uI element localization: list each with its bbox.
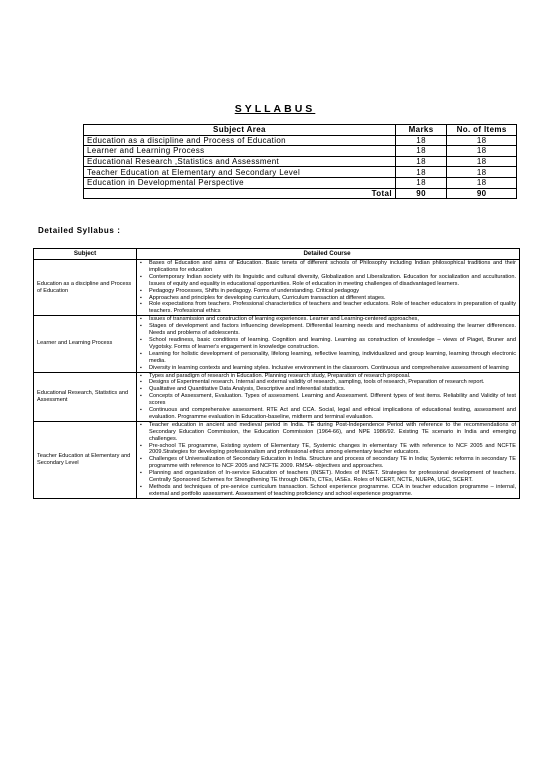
course-topic (138, 295, 516, 302)
summary-cell-items: 18 (447, 135, 517, 146)
summary-total-marks: 90 (395, 188, 446, 199)
summary-row (84, 135, 517, 146)
course-topic (138, 443, 516, 457)
detail-subject: Educational Research, Statistics and Assessment (34, 372, 137, 421)
course-topic-text: Planning and organization of In-service Education of teachers (INSET). Modes of INSET. Strategies for professional development of teachers. Centrally Sponsored Schemes for Strengthening TE through DIETs, CTEs, IASEs. Roles of NCERT, NCTE, NUEPA, UGC, SCERT. (149, 470, 516, 484)
square-bullet-icon: ▪ (140, 421, 142, 428)
course-topic-text: Pedagogy Processes, Shifts in pedagogy. Forms of understanding. Critical pedagogy (149, 287, 360, 294)
summary-header-items: No. of Items (447, 125, 517, 136)
course-topic (138, 456, 516, 470)
square-bullet-icon: ▪ (140, 350, 142, 357)
course-topic (138, 470, 516, 484)
summary-cell-items: 18 (447, 167, 517, 178)
course-topic (138, 301, 516, 315)
summary-cell-marks: 18 (395, 146, 446, 157)
summary-cell-subject: Educational Research ,Statistics and Assessment (84, 156, 396, 167)
summary-cell-subject: Education as a discipline and Process of Education (84, 135, 396, 146)
course-topic-text: School readiness, basic conditions of learning. Cognition and learning. Learning as construction of knowledge – views of Piaget, Bruner and Vygotsky. Forms of learner's engagement in knowledge construction. (149, 336, 516, 350)
page-title: SYLLABUS (234, 103, 316, 115)
square-bullet-icon: ▪ (140, 323, 142, 330)
summary-row (84, 146, 517, 157)
square-bullet-icon: ▪ (140, 364, 142, 371)
detailed-syllabus-table (33, 248, 520, 499)
course-topic-text: Concepts of Assessment, Evaluation. Types of assessment. Learning and Assessment. Different types of test items. Reliability and Validity of test scores (149, 393, 516, 407)
course-topic (138, 288, 516, 295)
summary-cell-subject: Teacher Education at Elementary and Secondary Level (84, 167, 396, 178)
detail-header-subject: Subject (34, 249, 137, 260)
course-topic-text: Approaches and principles for developing curriculum, Curriculum transaction at different stages. (149, 294, 386, 301)
detail-section-row (34, 260, 520, 316)
detail-heading: Detailed Syllabus : (38, 226, 121, 235)
square-bullet-icon: ▪ (140, 442, 142, 449)
square-bullet-icon: ▪ (140, 260, 142, 266)
summary-total-label: Total (84, 188, 396, 199)
summary-cell-subject: Learner and Learning Process (84, 146, 396, 157)
course-topic-text: Diversity in learning contexts and learning styles. Inclusive environment in the classroom. Continuous and comprehensive assessment of learning (149, 364, 509, 371)
course-topic-text: Qualitative and Quantitative Data Analysis, Descriptive and inferential statistics. (149, 386, 346, 393)
detail-subject: Teacher Education at Elementary and Secondary Level (34, 421, 137, 498)
detail-section-row (34, 316, 520, 372)
square-bullet-icon: ▪ (140, 393, 142, 400)
course-topic (138, 351, 516, 365)
square-bullet-icon: ▪ (140, 407, 142, 414)
course-topic-text: Types and paradigm of research in Education. Planning research study, Preparation of research proposal. (149, 372, 411, 379)
course-topic (138, 386, 516, 393)
course-topic (138, 274, 516, 288)
course-topic-text: Challenges of Universalization of Secondary Education in India. Structure and process of secondary TE in India; Systemic reforms in secondary TE programme with reference to NCF 2005 and NCFTE 2009. RMSA- objectives and approaches. (149, 456, 516, 470)
course-topic (138, 393, 516, 407)
detail-header-row (34, 249, 520, 260)
summary-row (84, 177, 517, 188)
course-topic-text: Designs of Experimental research. Internal and external validity of research, sampling, tools of research, Preparation of research report. (149, 379, 485, 386)
detail-body (34, 260, 520, 499)
course-topic-text: Contemporary Indian society with its linguistic and cultural diversity, Globalization and Liberalization. Education for socialization and acculturation. Issues of equity and equality in educational opportunities. Role of education in meeting challenges of disadvantaged learners. (149, 273, 516, 287)
course-topic (138, 373, 516, 380)
summary-total-items: 90 (447, 188, 517, 199)
summary-cell-marks: 18 (395, 177, 446, 188)
detail-course (137, 260, 520, 316)
course-topic-text: Role expectations from teachers. Professional characteristics of teachers and teacher educators. Role of teacher educators in preparation of quality teachers. Professional ethics (149, 301, 516, 315)
course-topic-list (138, 373, 516, 421)
square-bullet-icon: ▪ (140, 294, 142, 301)
course-topic (138, 484, 516, 498)
course-topic-list (138, 316, 516, 371)
course-topic-text: Bases of Education and aims of Education. Basic tenets of different schools of Philosophy including Indian philosophical traditions and their implications for education (149, 260, 516, 273)
detail-subject: Learner and Learning Process (34, 316, 137, 372)
summary-cell-subject: Education in Developmental Perspective (84, 177, 396, 188)
summary-cell-marks: 18 (395, 135, 446, 146)
summary-row (84, 156, 517, 167)
square-bullet-icon: ▪ (140, 484, 142, 490)
course-topic-list (138, 260, 516, 315)
summary-header-subject: Subject Area (84, 125, 396, 136)
course-topic (138, 260, 516, 274)
course-topic-text: Issues of transmission and construction of learning experiences. Learner and Learning-centered approaches, (149, 316, 419, 323)
detail-section-row (34, 421, 520, 498)
square-bullet-icon: ▪ (140, 316, 142, 323)
summary-cell-marks: 18 (395, 156, 446, 167)
square-bullet-icon: ▪ (140, 470, 142, 477)
course-topic (138, 379, 516, 386)
square-bullet-icon: ▪ (140, 301, 142, 308)
detail-subject: Education as a discipline and Process of Education (34, 260, 137, 316)
square-bullet-icon: ▪ (140, 372, 142, 379)
square-bullet-icon: ▪ (140, 273, 142, 280)
summary-total-row (84, 188, 517, 199)
square-bullet-icon: ▪ (140, 456, 142, 463)
square-bullet-icon: ▪ (140, 379, 142, 386)
course-topic (138, 323, 516, 337)
summary-cell-items: 18 (447, 156, 517, 167)
summary-header-row (84, 125, 517, 136)
square-bullet-icon: ▪ (140, 336, 142, 343)
summary-body (84, 135, 517, 199)
summary-row (84, 167, 517, 178)
course-topic (138, 422, 516, 443)
detail-course (137, 372, 520, 421)
summary-cell-items: 18 (447, 177, 517, 188)
course-topic (138, 316, 516, 323)
summary-table (83, 124, 517, 199)
course-topic (138, 407, 516, 421)
detail-course (137, 316, 520, 372)
detail-course (137, 421, 520, 498)
summary-cell-marks: 18 (395, 167, 446, 178)
course-topic-text: Learning for holistic development of personality, lifelong learning, reflective learning, individualized and group learning, learning through electronic media. (149, 350, 516, 364)
detail-section-row (34, 372, 520, 421)
course-topic-text: Methods and techniques of pre-service curriculum transaction. School experience programme. CCA in teacher education programme – internal, external and portfolio assessment. Assessment of teaching proficiency and school experience programme. (149, 484, 516, 497)
summary-cell-items: 18 (447, 146, 517, 157)
square-bullet-icon: ▪ (140, 386, 142, 393)
summary-header-marks: Marks (395, 125, 446, 136)
square-bullet-icon: ▪ (140, 287, 142, 294)
course-topic-text: Stages of development and factors influencing development. Differential learning needs and mechanisms of addressing the learner differences. Needs and problems of adolescents. (149, 323, 516, 337)
course-topic-list (138, 422, 516, 498)
detail-header-course: Detailed Course (137, 249, 520, 260)
course-topic-text: Continuous and comprehensive assessment. RTE Act and CCA. Social, legal and ethical implications of educational testing, assessment and evaluation. Programme evaluation in Education-baseline, midterm and terminal evaluation. (149, 407, 516, 420)
course-topic-text: Teacher education in ancient and medieval period in India. TE during Post-Independence Period with reference to the recommendations of Secondary Education Commission, the Education Commission (1964-66), and NPE 1986/92. Existing TE scenario in India and emerging challenges. (149, 421, 516, 442)
course-topic (138, 365, 516, 372)
course-topic-text: Pre-school TE programme, Existing system of Elementary TE, Systemic changes in elementary TE with reference to NCF 2005 and NCFTE 2009.Strategies for developing professionalism and professional ethics among elementary teacher educators. (149, 442, 516, 456)
course-topic (138, 337, 516, 351)
